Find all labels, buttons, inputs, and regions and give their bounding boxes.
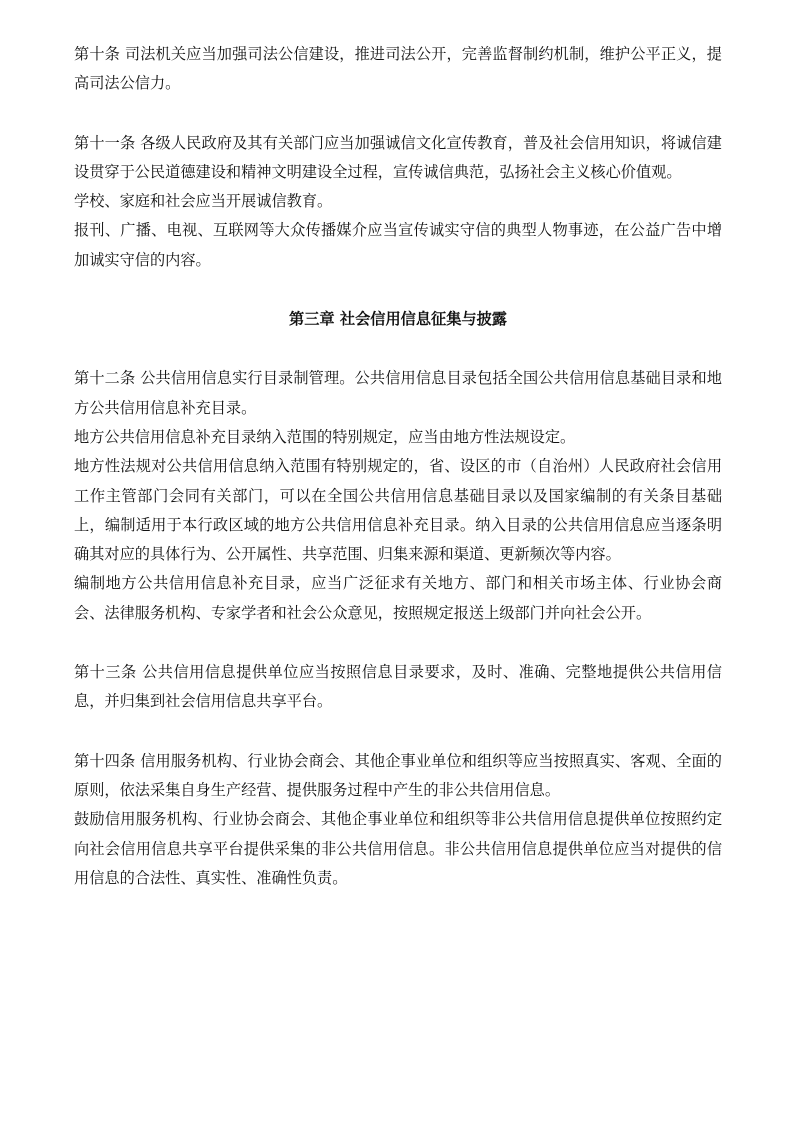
- article-11-paragraph-2: 学校、家庭和社会应当开展诚信教育。: [74, 192, 333, 211]
- article-11-paragraph-3: 报刊、广播、电视、互联网等大众传播媒介应当宣传诚实守信的典型人物事迹，在公益广告中增加诚实守信的内容。: [74, 221, 722, 269]
- article-12-paragraph-1: 第十二条 公共信用信息实行目录制管理。公共信用信息目录包括全国公共信用信息基础目录和地方公共信用信息补充目录。: [74, 369, 722, 417]
- article-12-paragraph-3: 地方性法规对公共信用信息纳入范围有特别规定的，省、设区的市（自治州）人民政府社会信用工作主管部门会同有关部门，可以在全国公共信用信息基础目录以及国家编制的有关条目基础上，编制适用于本行政区域的地方公共信用信息补充目录。纳入目录的公共信用信息应当逐条明确其对应的具体行为、公开属性、共享范围、归集来源和渠道、更新频次等内容。: [74, 457, 722, 564]
- article-12-paragraph-4: 编制地方公共信用信息补充目录，应当广泛征求有关地方、部门和相关市场主体、行业协会商会、法律服务机构、专家学者和社会公众意见，按照规定报送上级部门并向社会公开。: [74, 574, 722, 622]
- article-10-paragraph-1: 第十条 司法机关应当加强司法公信建设，推进司法公开，完善监督制约机制，维护公平正义，提高司法公信力。: [74, 45, 722, 93]
- paragraph-gap: [74, 334, 722, 364]
- paragraph-gap: [74, 717, 722, 747]
- article-14-paragraph-2: 鼓励信用服务机构、行业协会商会、其他企事业单位和组织等非公共信用信息提供单位按照约定向社会信用信息共享平台提供采集的非公共信用信息。非公共信用信息提供单位应当对提供的信用信息的合法性、真实性、准确性负责。: [74, 810, 722, 887]
- article-12-paragraph-2: 地方公共信用信息补充目录纳入范围的特别规定，应当由地方性法规设定。: [74, 427, 576, 446]
- paragraph-gap: [74, 628, 722, 658]
- article-14-paragraph-1: 第十四条 信用服务机构、行业协会商会、其他企事业单位和组织等应当按照真实、客观、全面的原则，依法采集自身生产经营、提供服务过程中产生的非公共信用信息。: [74, 751, 722, 799]
- document-page: [74, 40, 722, 893]
- article-11-paragraph-1: 第十一条 各级人民政府及其有关部门应当加强诚信文化宣传教育，普及社会信用知识，将诚信建设贯穿于公民道德建设和精神文明建设全过程，宣传诚信典范，弘扬社会主义核心价值观。: [74, 133, 722, 181]
- article-13-paragraph-1: 第十三条 公共信用信息提供单位应当按照信息目录要求，及时、准确、完整地提供公共信用信息，并归集到社会信用信息共享平台。: [74, 663, 722, 711]
- chapter-3-heading: 第三章 社会信用信息征集与披露: [289, 310, 507, 329]
- paragraph-gap: [74, 275, 722, 305]
- paragraph-gap: [74, 99, 722, 129]
